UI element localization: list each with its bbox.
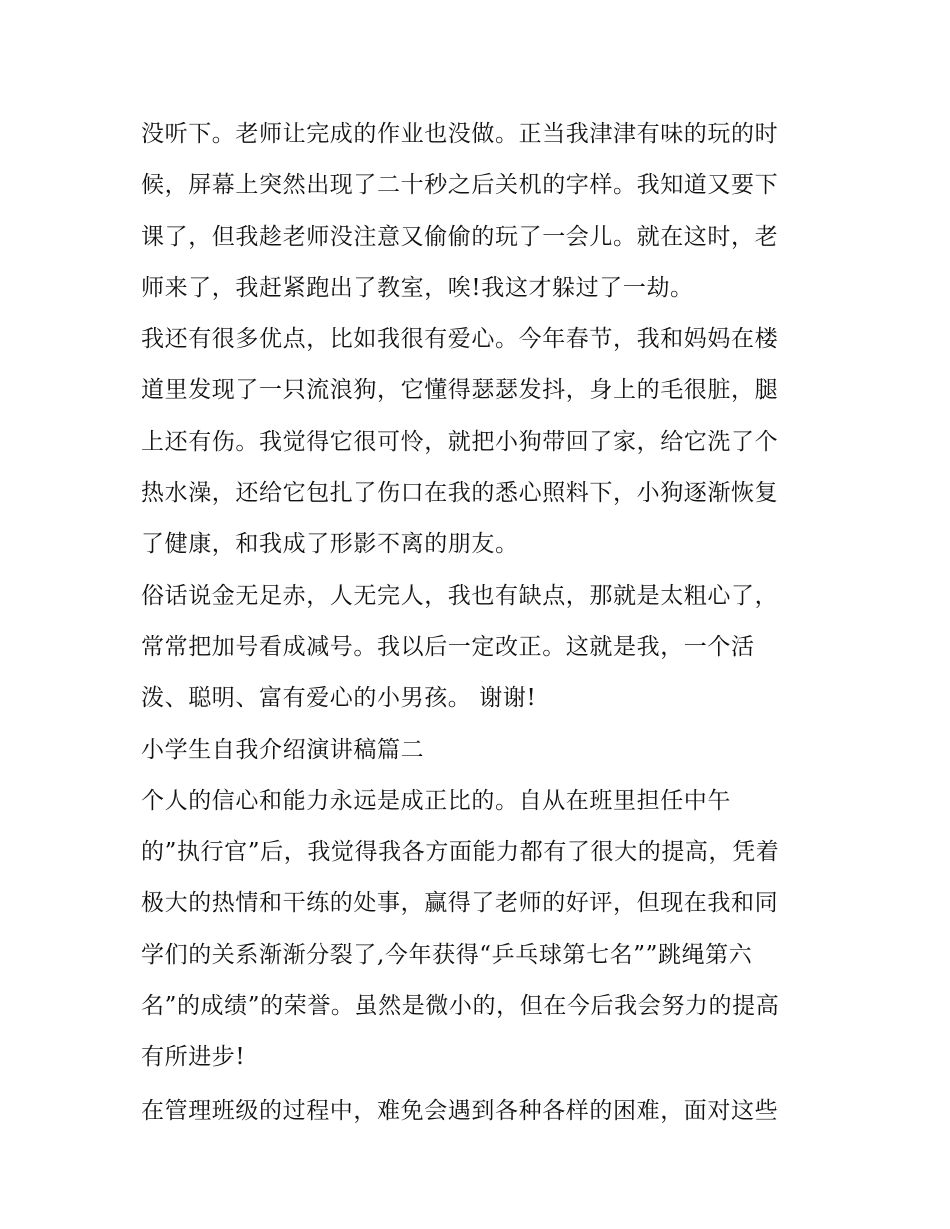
section-heading: 小学生自我介绍演讲稿篇二 [141,736,425,763]
text-line: 候，屏幕上突然出现了二十秒之后关机的字样。我知道又要下 [141,172,779,199]
text-line: 了健康，和我成了形影不离的朋友。 [141,531,519,558]
text-line: 个人的信心和能力永远是成正比的。自从在班里担任中午 [141,787,731,814]
text-line: 俗话说金无足赤，人无完人，我也有缺点，那就是太粗心了， [141,582,779,609]
text-line: 名”的成绩”的荣誉。虽然是微小的，但在今后我会努力的提高 [141,993,780,1020]
text-line: 热水澡，还给它包扎了伤口在我的悉心照料下，小狗逐渐恢复 [141,480,779,507]
text-line: 道里发现了一只流浪狗，它懂得瑟瑟发抖，身上的毛很脏，腿 [141,377,779,404]
text-line: 上还有伤。我觉得它很可怜，就把小狗带回了家，给它洗了个 [141,428,779,455]
text-line: 课了，但我趁老师没注意又偷偷的玩了一会儿。就在这时，老 [141,223,779,250]
text-line: 师来了，我赶紧跑出了教室，唉!我这才躲过了一劫。 [141,274,694,301]
text-line: 在管理班级的过程中，难免会遇到各种各样的困难，面对这些 [141,1097,779,1124]
body-text [141,109,821,1137]
text-line: 的”执行官”后，我觉得我各方面能力都有了很大的提高，凭着 [141,839,780,866]
text-line: 极大的热情和干练的处事，赢得了老师的好评，但现在我和同 [141,890,779,917]
text-line: 我还有很多优点，比如我很有爱心。今年春节，我和妈妈在楼 [141,326,779,353]
text-line: 泼、聪明、富有爱心的小男孩。 谢谢! [141,685,537,712]
text-line: 常常把加号看成减号。我以后一定改正。这就是我，一个活 [141,633,755,660]
text-line: 没听下。老师让完成的作业也没做。正当我津津有味的玩的时 [141,121,779,147]
text-line: 有所进步! [141,1044,246,1071]
text-line: 学们的关系渐渐分裂了,今年获得“乒乓球第七名””跳绳第六 [141,941,753,968]
